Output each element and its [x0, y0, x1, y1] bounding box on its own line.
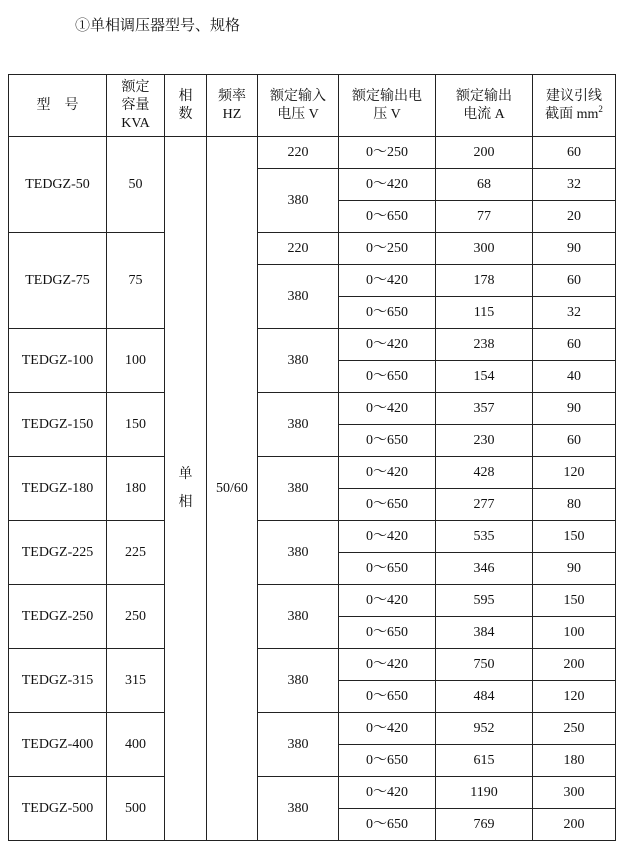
output-current-cell: 535	[436, 521, 533, 553]
phase-char: 相	[178, 494, 193, 510]
header-phase	[165, 75, 207, 137]
output-voltage-cell: 0～650	[339, 553, 436, 585]
output-current-cell: 1190	[436, 777, 533, 809]
table-row	[9, 585, 616, 617]
table-row	[9, 777, 616, 809]
header-frequency	[207, 75, 258, 137]
header-output-current-line: 额定输出	[456, 88, 512, 104]
output-voltage-cell: 0～420	[339, 169, 436, 201]
phase-cell	[165, 137, 207, 841]
output-current-cell: 300	[436, 233, 533, 265]
output-current-cell: 238	[436, 329, 533, 361]
header-output-current	[436, 75, 533, 137]
wire-section-cell: 250	[533, 713, 616, 745]
input-voltage-cell: 380	[258, 585, 339, 649]
output-voltage-cell: 0～420	[339, 777, 436, 809]
output-current-cell: 77	[436, 201, 533, 233]
output-current-cell: 357	[436, 393, 533, 425]
input-voltage-cell: 380	[258, 649, 339, 713]
page-heading: ①单相调压器型号、规格	[75, 18, 241, 34]
output-voltage-cell: 0～650	[339, 681, 436, 713]
output-voltage-cell: 0～650	[339, 297, 436, 329]
input-voltage-cell: 380	[258, 777, 339, 841]
output-voltage-cell: 0～420	[339, 521, 436, 553]
output-current-cell: 384	[436, 617, 533, 649]
spec-table-body	[9, 137, 616, 841]
capacity-cell: 150	[107, 393, 165, 457]
wire-section-cell: 32	[533, 297, 616, 329]
header-capacity	[107, 75, 165, 137]
capacity-cell: 180	[107, 457, 165, 521]
model-cell: TEDGZ-400	[9, 713, 107, 777]
wire-section-cell: 32	[533, 169, 616, 201]
header-output-voltage-line: 额定输出电	[352, 88, 422, 104]
table-row	[9, 137, 616, 169]
model-cell: TEDGZ-75	[9, 233, 107, 329]
wire-section-cell: 90	[533, 233, 616, 265]
output-voltage-cell: 0～250	[339, 233, 436, 265]
output-current-cell: 346	[436, 553, 533, 585]
capacity-cell: 50	[107, 137, 165, 233]
output-current-cell: 750	[436, 649, 533, 681]
output-voltage-cell: 0～650	[339, 809, 436, 841]
header-row	[9, 75, 616, 137]
input-voltage-cell: 380	[258, 521, 339, 585]
model-cell: TEDGZ-100	[9, 329, 107, 393]
frequency-cell: 50/60	[207, 137, 258, 841]
header-capacity-line: KVA	[121, 115, 150, 131]
table-row	[9, 521, 616, 553]
model-cell: TEDGZ-315	[9, 649, 107, 713]
wire-section-cell: 200	[533, 809, 616, 841]
input-voltage-cell: 380	[258, 169, 339, 233]
model-cell: TEDGZ-180	[9, 457, 107, 521]
header-input-voltage	[258, 75, 339, 137]
header-capacity-line: 额定	[121, 79, 150, 95]
table-row	[9, 329, 616, 361]
output-current-cell: 952	[436, 713, 533, 745]
wire-section-cell: 150	[533, 521, 616, 553]
output-voltage-cell: 0～420	[339, 649, 436, 681]
phase-char: 单	[178, 466, 193, 482]
output-voltage-cell: 0～420	[339, 585, 436, 617]
table-row	[9, 233, 616, 265]
output-current-cell: 154	[436, 361, 533, 393]
wire-section-cell: 60	[533, 265, 616, 297]
header-wire-section-line	[533, 103, 615, 124]
header-phase-line: 相	[178, 88, 193, 104]
output-current-cell: 115	[436, 297, 533, 329]
wire-section-cell: 120	[533, 681, 616, 713]
output-current-cell: 277	[436, 489, 533, 521]
wire-section-cell: 180	[533, 745, 616, 777]
output-voltage-cell: 0～650	[339, 201, 436, 233]
output-voltage-cell: 0～650	[339, 489, 436, 521]
output-voltage-cell: 0～420	[339, 265, 436, 297]
capacity-cell: 315	[107, 649, 165, 713]
capacity-cell: 500	[107, 777, 165, 841]
header-model	[9, 75, 107, 137]
output-voltage-cell: 0～650	[339, 617, 436, 649]
header-capacity-line: 容量	[121, 97, 150, 113]
header-wire-section-sup: 2	[598, 103, 603, 114]
header-wire-section-unit: 截面 mm	[545, 106, 599, 122]
header-output-current-line: 电流 A	[463, 106, 505, 122]
output-current-cell: 428	[436, 457, 533, 489]
capacity-cell: 225	[107, 521, 165, 585]
output-voltage-cell: 0～420	[339, 457, 436, 489]
wire-section-cell: 90	[533, 553, 616, 585]
wire-section-cell: 60	[533, 137, 616, 169]
header-frequency-line: HZ	[222, 106, 242, 122]
header-input-voltage-line: 额定输入	[270, 88, 326, 104]
output-voltage-cell: 0～650	[339, 361, 436, 393]
output-voltage-cell: 0～650	[339, 425, 436, 457]
output-current-cell: 178	[436, 265, 533, 297]
header-model-text: 型 号	[36, 97, 79, 113]
output-voltage-cell: 0～420	[339, 329, 436, 361]
table-row	[9, 649, 616, 681]
model-cell: TEDGZ-250	[9, 585, 107, 649]
output-current-cell: 615	[436, 745, 533, 777]
wire-section-cell: 60	[533, 329, 616, 361]
model-cell: TEDGZ-500	[9, 777, 107, 841]
capacity-cell: 100	[107, 329, 165, 393]
input-voltage-cell: 380	[258, 457, 339, 521]
input-voltage-cell: 220	[258, 233, 339, 265]
output-voltage-cell: 0～250	[339, 137, 436, 169]
wire-section-cell: 40	[533, 361, 616, 393]
table-row	[9, 393, 616, 425]
header-output-voltage	[339, 75, 436, 137]
output-current-cell: 230	[436, 425, 533, 457]
input-voltage-cell: 380	[258, 265, 339, 329]
output-current-cell: 484	[436, 681, 533, 713]
header-input-voltage-line: 电压 V	[277, 106, 319, 122]
model-cell: TEDGZ-150	[9, 393, 107, 457]
capacity-cell: 75	[107, 233, 165, 329]
wire-section-cell: 150	[533, 585, 616, 617]
input-voltage-cell: 380	[258, 329, 339, 393]
capacity-cell: 250	[107, 585, 165, 649]
header-frequency-line: 频率	[218, 88, 246, 104]
wire-section-cell: 20	[533, 201, 616, 233]
header-output-voltage-line: 压 V	[373, 106, 401, 122]
capacity-cell: 400	[107, 713, 165, 777]
output-voltage-cell: 0～650	[339, 745, 436, 777]
header-wire-section-line: 建议引线	[546, 88, 602, 104]
model-cell: TEDGZ-225	[9, 521, 107, 585]
wire-section-cell: 300	[533, 777, 616, 809]
output-current-cell: 769	[436, 809, 533, 841]
output-voltage-cell: 0～420	[339, 713, 436, 745]
header-wire-section	[533, 75, 616, 137]
table-row	[9, 457, 616, 489]
spec-table	[8, 74, 616, 841]
wire-section-cell: 200	[533, 649, 616, 681]
header-phase-line: 数	[178, 106, 193, 122]
input-voltage-cell: 380	[258, 393, 339, 457]
output-current-cell: 200	[436, 137, 533, 169]
table-row	[9, 713, 616, 745]
wire-section-cell: 120	[533, 457, 616, 489]
input-voltage-cell: 380	[258, 713, 339, 777]
wire-section-cell: 100	[533, 617, 616, 649]
wire-section-cell: 80	[533, 489, 616, 521]
input-voltage-cell: 220	[258, 137, 339, 169]
output-current-cell: 595	[436, 585, 533, 617]
output-current-cell: 68	[436, 169, 533, 201]
wire-section-cell: 90	[533, 393, 616, 425]
output-voltage-cell: 0～420	[339, 393, 436, 425]
wire-section-cell: 60	[533, 425, 616, 457]
model-cell: TEDGZ-50	[9, 137, 107, 233]
